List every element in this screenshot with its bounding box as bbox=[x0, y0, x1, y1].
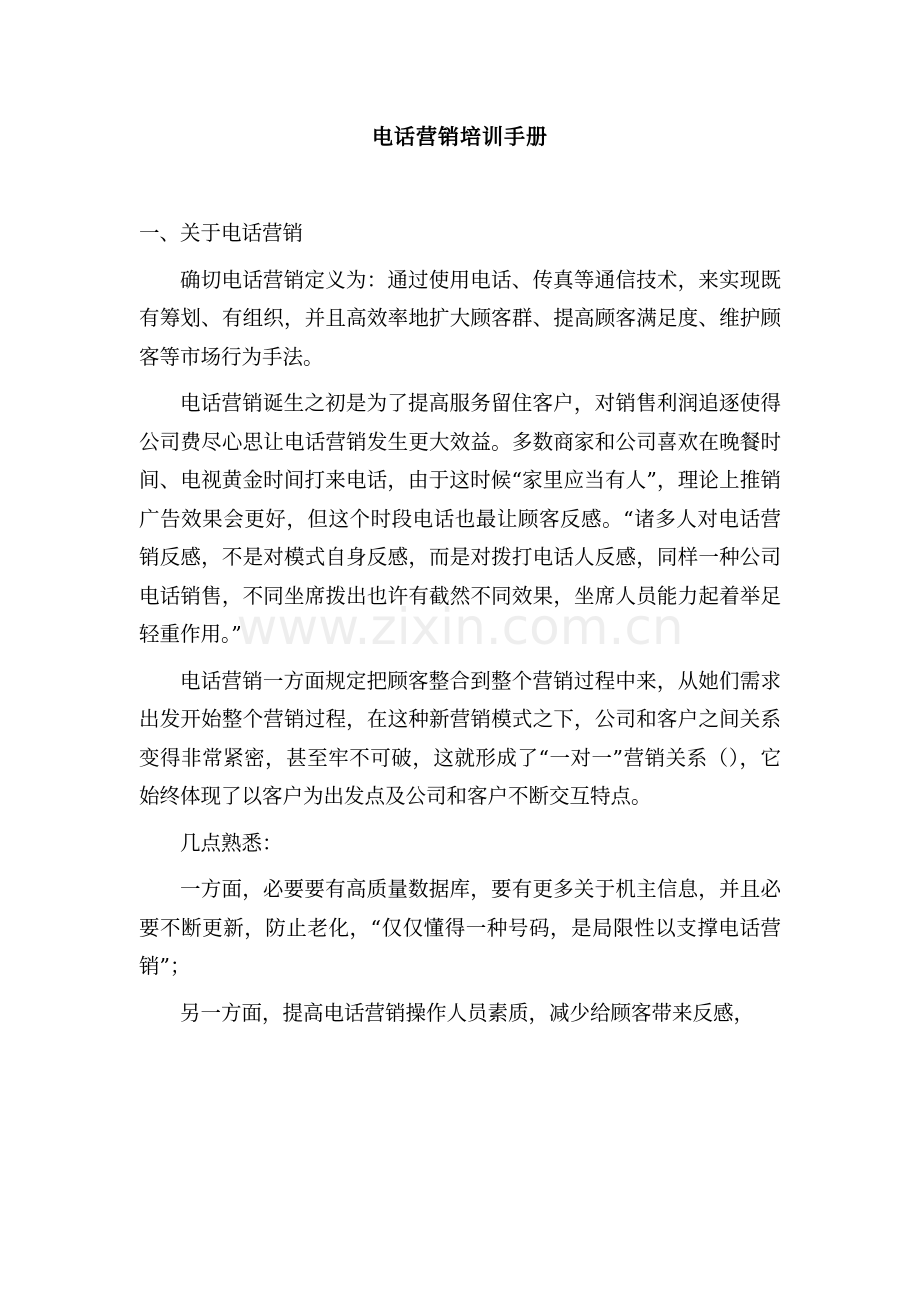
paragraph: 一方面，必要要有高质量数据库，要有更多关于机主信息，并且必要不断更新，防止老化，“仅仅懂得一种号码，是局限性以支撑电话营销”； bbox=[139, 877, 781, 978]
paragraph: 另一方面，提高电话营销操作人员素质，减少给顾客带来反感， bbox=[180, 1000, 754, 1025]
watermark: www.zixin.com.cn bbox=[236, 598, 684, 656]
document-body bbox=[139, 214, 781, 1040]
paragraph: 电话营销诞生之初是为了提高服务留住客户，对销售利润追逐使得公司费尽心思让电话营销发生更大效益。多数商家和公司喜欢在晚餐时间、电视黄金时间打来电话，由于这时候“家里应当有人”，理论上推销广告效果会更好，但这个时段电话也最让顾客反感。“诸多人对电话营销反感，不是对模式自身反感，而是对拨打电话人反感，同样一种公司电话销售，不同坐席拨出也许有截然不同效果，坐席人员能力起着举足轻重作用。” bbox=[139, 391, 781, 646]
section-heading: 一、关于电话营销 bbox=[139, 221, 303, 245]
document-title: 电话营销培训手册 bbox=[372, 124, 548, 149]
paragraph: 几点熟悉： bbox=[180, 830, 283, 855]
paragraph: 确切电话营销定义为：通过使用电话、传真等通信技术，来实现既有筹划、有组织，并且高效率地扩大顾客群、提高顾客满足度、维护顾客等市场行为手法。 bbox=[139, 267, 781, 369]
paragraph: 电话营销一方面规定把顾客整合到整个营销过程中来，从她们需求出发开始整个营销过程，在这种新营销模式之下，公司和客户之间关系变得非常紧密，甚至牢不可破，这就形成了“一对一”营销关系（），它始终体现了以客户为出发点及公司和客户不断交互特点。 bbox=[139, 668, 781, 808]
